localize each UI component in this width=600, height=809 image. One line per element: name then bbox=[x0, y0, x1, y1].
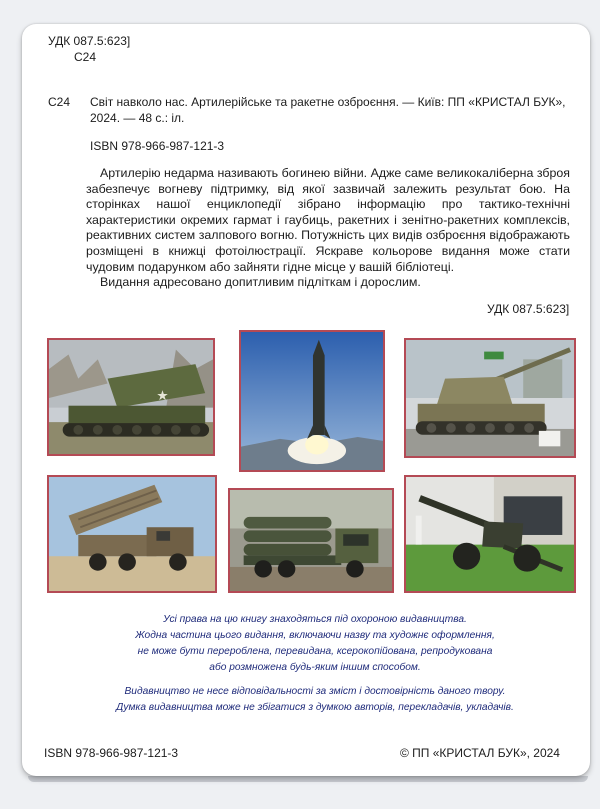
military-truck-launcher-photo bbox=[228, 488, 394, 593]
mlrs-launcher-photo bbox=[47, 338, 215, 456]
annotation-paragraph-1: Артилерію недарма називають богинею війни. Адже саме великокаліберна зброя забезпечує вогневу підтримку, від якої зазвичай залежить результат бою. На сторінках нашої енциклопедії зібрано інформацію про тактико-технічні характеристики окремих гармат і гаубиць, ракетних і зенітно-ракетних комплексів, реактивних систем залпового вогню. Потужність цих видів озброєння відображають розміщені в книжці фотоілюстрації. Яскраве кольорове видання може стати чудовим подарунком або зайняти гідне місце у вашій бібліотеці. bbox=[86, 166, 570, 274]
disclaimer-line-1: Видавництво не несе відповідальності за зміст і достовірність даного твору. bbox=[124, 686, 506, 697]
towed-howitzer-photo bbox=[404, 475, 576, 593]
footer-copyright: © ПП «КРИСТАЛ БУК», 2024 bbox=[400, 746, 560, 760]
udk-right: УДК 087.5:623] bbox=[487, 302, 570, 316]
header-udk: УДК 087.5:623] bbox=[48, 34, 131, 48]
self-propelled-howitzer-photo bbox=[404, 338, 576, 458]
rights-line-1: Усі права на цю книгу знаходяться під охороною видавництва. bbox=[163, 614, 467, 625]
missile-launch-photo bbox=[239, 330, 385, 472]
page-edge-shadow bbox=[28, 776, 588, 782]
rights-line-3: не може бути перероблена, перевидана, ксерокопійована, репродукована bbox=[137, 646, 493, 657]
header-index: С24 bbox=[74, 50, 97, 64]
footer-isbn: ISBN 978-966-987-121-3 bbox=[44, 746, 179, 760]
rights-line-2: Жодна частина цього видання, включаючи назву та художнє оформлення, bbox=[135, 630, 495, 641]
truck-rocket-launcher-photo bbox=[47, 475, 217, 593]
isbn-top: ISBN 978-966-987-121-3 bbox=[90, 139, 225, 153]
rights-line-4: або розмножена будь-яким іншим способом. bbox=[209, 662, 421, 673]
bib-line-2: 2024. — 48 с.: іл. bbox=[90, 111, 185, 125]
annotation-paragraph-2: Видання адресовано допитливим підліткам і дорослим. bbox=[100, 275, 421, 290]
svg-text:★: ★ bbox=[156, 387, 169, 404]
bib-index: С24 bbox=[48, 95, 71, 109]
annotation bbox=[86, 166, 570, 291]
disclaimer-line-2: Думка видавництва може не збігатися з думкою авторів, перекладачів, укладачів. bbox=[116, 702, 514, 713]
bib-line-1: Світ навколо нас. Артилерійське та ракетне озброєння. — Київ: ПП «КРИСТАЛ БУК», bbox=[90, 95, 566, 109]
